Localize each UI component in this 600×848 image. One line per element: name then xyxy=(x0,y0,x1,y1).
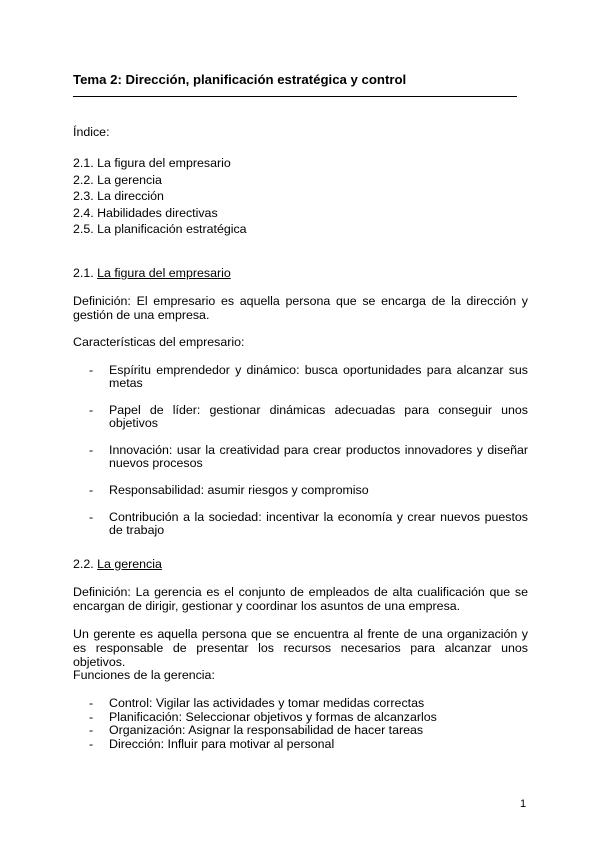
characteristics-heading: Características del empresario: xyxy=(73,335,245,349)
toc-item: 2.5. La planificación estratégica xyxy=(73,222,247,236)
section-number: 2.1. xyxy=(73,266,98,280)
bullet-dash: - xyxy=(89,709,94,724)
list-item: - Planificación: Seleccionar objetivos y formas de alcanzarlos xyxy=(89,709,437,724)
document-page xyxy=(73,0,528,848)
toc-item: 2.3. La dirección xyxy=(73,189,164,203)
section-number: 2.2. xyxy=(73,557,98,571)
section-title: La figura del empresario xyxy=(97,266,231,280)
section-heading-2-1 xyxy=(73,266,528,280)
list-item: - Contribución a la sociedad: incentivar la economía y crear nuevos puestos de trabajo xyxy=(89,510,528,537)
bullet-dash: - xyxy=(89,723,94,738)
manager-description: Un gerente es aquella persona que se encuentra al frente de una organización y es responsable de presentar los recursos necesarios para alcanzar unos objetivos. xyxy=(73,627,528,669)
bullet-dash: - xyxy=(89,443,94,457)
bullet-dash: - xyxy=(89,696,94,710)
title-divider xyxy=(73,96,517,97)
bullet-dash: - xyxy=(89,403,94,417)
list-item: - Dirección: Influir para motivar al personal xyxy=(89,736,335,751)
list-item: - Espíritu emprendedor y dinámico: busca oportunidades para alcanzar sus metas xyxy=(89,363,528,390)
list-item: - Responsabilidad: asumir riesgos y compromiso xyxy=(89,483,369,497)
toc-item: 2.1. La figura del empresario xyxy=(73,156,231,170)
index-heading: Índice: xyxy=(73,125,110,139)
list-item: - Innovación: usar la creatividad para crear productos innovadores y diseñar nuevos procesos xyxy=(89,443,528,470)
list-item: - Papel de líder: gestionar dinámicas adecuadas para conseguir unos objetivos xyxy=(89,403,528,430)
bullet-dash: - xyxy=(89,736,94,751)
characteristics-list xyxy=(73,364,528,551)
section-heading-2-2 xyxy=(73,557,528,571)
entrepreneur-definition: Definición: El empresario es aquella persona que se encarga de la dirección y gestión de una empresa. xyxy=(73,294,528,322)
functions-list xyxy=(73,697,528,751)
toc-item: 2.2. La gerencia xyxy=(73,172,162,187)
toc-item: 2.4. Habilidades directivas xyxy=(73,205,218,220)
section-title: La gerencia xyxy=(97,557,162,571)
bullet-dash: - xyxy=(89,483,94,497)
bullet-dash: - xyxy=(89,363,94,377)
list-item: - Control: Vigilar las actividades y tomar medidas correctas xyxy=(89,696,425,710)
table-of-contents xyxy=(73,155,528,238)
bullet-dash: - xyxy=(89,510,94,524)
list-item: - Organización: Asignar la responsabilidad de hacer tareas xyxy=(89,723,424,738)
page-number: 1 xyxy=(520,798,527,810)
management-definition: Definición: La gerencia es el conjunto de empleados de alta cualificación que se encargan de dirigir, gestionar y coordinar los asuntos de una empresa. xyxy=(73,585,528,613)
document-title: Tema 2: Dirección, planificación estratégica y control xyxy=(73,72,407,87)
functions-heading: Funciones de la gerencia: xyxy=(73,668,215,682)
